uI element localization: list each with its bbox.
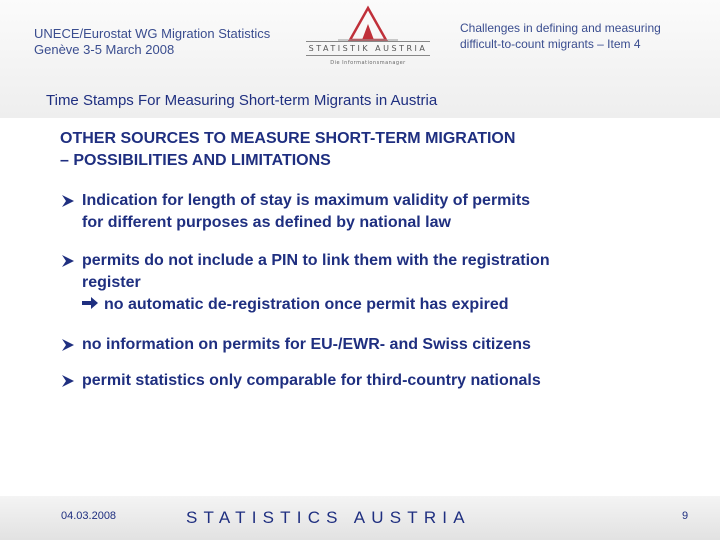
arrowhead-bullet-icon bbox=[60, 250, 78, 272]
bullet-2-line-1: permits do not include a PIN to link them with the registration bbox=[82, 252, 550, 269]
arrowhead-bullet-icon bbox=[60, 370, 78, 392]
logo-wordmark: STATISTIK AUSTRIA bbox=[308, 44, 428, 53]
footer-organization: STATISTICS AUSTRIA bbox=[186, 508, 471, 527]
slide-title: Time Stamps For Measuring Short-term Migrants in Austria bbox=[46, 92, 438, 109]
bullet-3-line-1: no information on permits for EU-/EWR- and Swiss citizens bbox=[82, 336, 531, 353]
section-heading-line-2: – POSSIBILITIES AND LIMITATIONS bbox=[60, 152, 331, 169]
slide-footer bbox=[0, 496, 720, 540]
bullet-item bbox=[60, 190, 700, 234]
bullet-1-line-1: Indication for length of stay is maximum validity of permits bbox=[82, 192, 531, 209]
bullet-item bbox=[60, 370, 700, 392]
section-heading bbox=[60, 128, 680, 172]
slide-header bbox=[0, 0, 720, 118]
logo-tagline: Die Informationsmanager bbox=[330, 60, 406, 66]
conference-name: UNECE/Eurostat WG Migration Statistics bbox=[34, 26, 271, 41]
section-heading-line-1: OTHER SOURCES TO MEASURE SHORT-TERM MIGRATION bbox=[60, 130, 516, 147]
right-arrow-icon bbox=[82, 297, 98, 309]
agenda-item-info bbox=[460, 20, 710, 52]
conference-info bbox=[34, 26, 294, 58]
footer-date: 04.03.2008 bbox=[61, 510, 117, 522]
arrowhead-bullet-icon bbox=[60, 334, 78, 356]
page-number: 9 bbox=[682, 510, 689, 522]
bullet-4-line-1: permit statistics only comparable for third-country nationals bbox=[82, 372, 541, 389]
logo-triangle-icon bbox=[288, 4, 448, 44]
agenda-line-1: Challenges in defining and measuring bbox=[460, 21, 661, 35]
bullet-2-line-2: register bbox=[82, 274, 141, 291]
logo-divider-bottom bbox=[306, 55, 430, 56]
conference-location-date: Genève 3-5 March 2008 bbox=[34, 42, 175, 57]
bullet-item bbox=[60, 334, 700, 356]
agenda-line-2: difficult-to-count migrants – Item 4 bbox=[460, 37, 641, 51]
bullet-2-line-3: no automatic de-registration once permit has expired bbox=[104, 296, 509, 313]
bullet-1-line-2: for different purposes as defined by national law bbox=[82, 214, 451, 231]
logo-divider-top bbox=[306, 41, 430, 42]
statistik-austria-logo bbox=[288, 4, 448, 76]
arrowhead-bullet-icon bbox=[60, 190, 78, 212]
bullet-item bbox=[60, 250, 700, 316]
